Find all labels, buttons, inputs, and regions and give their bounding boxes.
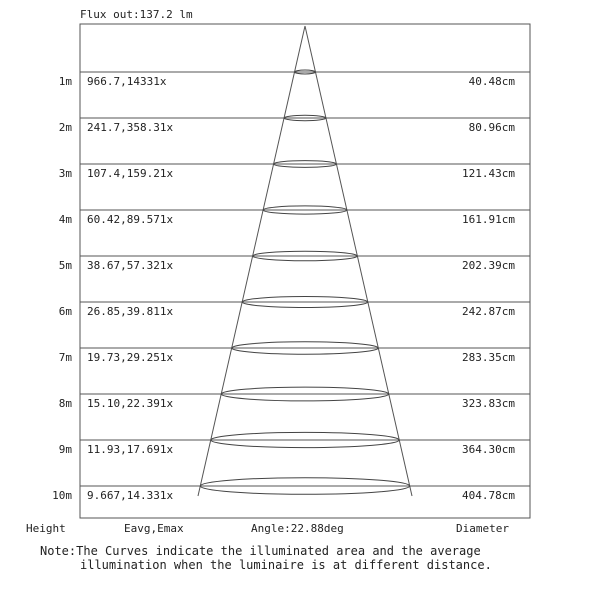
beam-angle-label: Angle:22.88deg xyxy=(251,522,344,535)
row-diameter-value: 283.35cm xyxy=(462,351,515,364)
row-height-label: 3m xyxy=(58,167,72,180)
row-height-label: 2m xyxy=(58,121,72,134)
row-labels xyxy=(52,75,515,502)
row-lux-value: 9.667,14.331x xyxy=(87,489,174,502)
height-column-label: Height xyxy=(26,522,66,535)
row-lux-value: 11.93,17.691x xyxy=(87,443,174,456)
row-diameter-value: 364.30cm xyxy=(462,443,515,456)
row-diameter-value: 40.48cm xyxy=(468,75,515,88)
row-height-label: 1m xyxy=(58,75,72,88)
illumination-ellipses xyxy=(200,70,409,494)
note-line-2: illumination when the luminaire is at different distance. xyxy=(80,558,492,572)
row-height-label: 10m xyxy=(52,489,72,502)
row-lux-value: 241.7,358.31x xyxy=(87,121,174,134)
flux-label: Flux out:137.2 lm xyxy=(80,8,193,21)
row-height-label: 8m xyxy=(58,397,72,410)
row-lux-value: 15.10,22.391x xyxy=(87,397,174,410)
note-line-1: Note:The Curves indicate the illuminated area and the average xyxy=(40,544,481,558)
grid-lines xyxy=(80,72,530,486)
row-lux-value: 107.4,159.21x xyxy=(87,167,174,180)
row-height-label: 5m xyxy=(58,259,72,272)
diameter-column-label: Diameter xyxy=(456,522,509,535)
row-diameter-value: 80.96cm xyxy=(468,121,515,134)
row-diameter-value: 202.39cm xyxy=(462,259,515,272)
row-diameter-value: 242.87cm xyxy=(462,305,515,318)
row-height-label: 4m xyxy=(58,213,72,226)
row-lux-value: 60.42,89.571x xyxy=(87,213,174,226)
row-diameter-value: 161.91cm xyxy=(462,213,515,226)
row-lux-value: 26.85,39.811x xyxy=(87,305,174,318)
eavg-emax-column-label: Eavg,Emax xyxy=(124,522,184,535)
row-diameter-value: 121.43cm xyxy=(462,167,515,180)
row-height-label: 7m xyxy=(58,351,72,364)
row-lux-value: 966.7,14331x xyxy=(87,75,167,88)
row-diameter-value: 323.83cm xyxy=(462,397,515,410)
row-diameter-value: 404.78cm xyxy=(462,489,515,502)
row-height-label: 9m xyxy=(58,443,72,456)
row-lux-value: 38.67,57.321x xyxy=(87,259,174,272)
row-lux-value: 19.73,29.251x xyxy=(87,351,174,364)
row-height-label: 6m xyxy=(58,305,72,318)
